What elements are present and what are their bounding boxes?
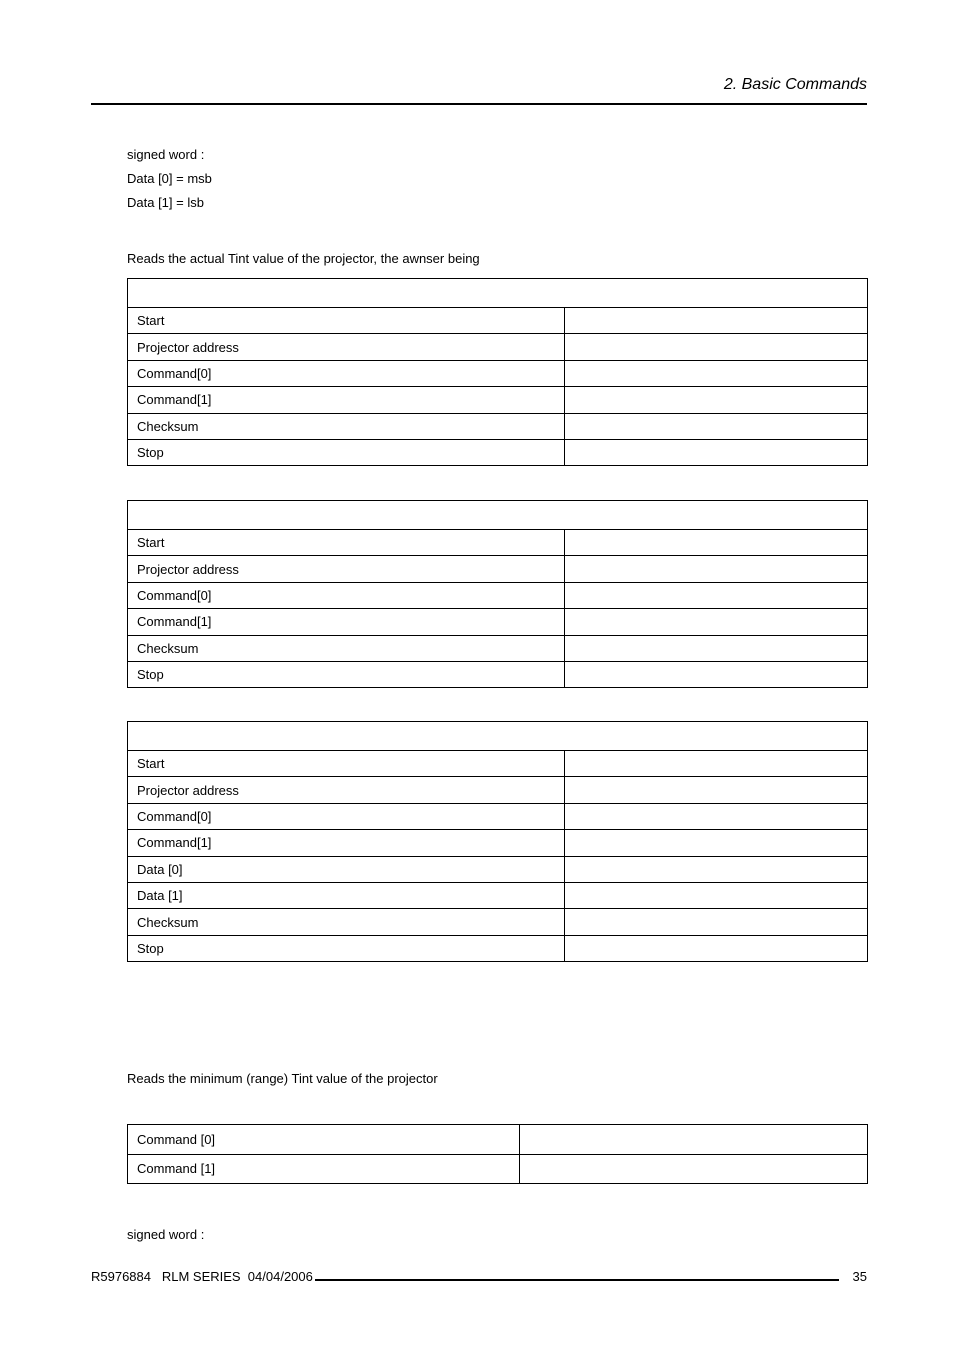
field-label: Command [1] <box>128 1154 520 1184</box>
field-label: Checksum <box>128 413 565 439</box>
acknowledge-table <box>127 500 868 688</box>
table-row <box>128 635 868 661</box>
field-label: Stop <box>128 439 565 465</box>
field-label: Start <box>128 530 565 556</box>
field-label: Checksum <box>128 635 565 661</box>
header-rule <box>91 103 867 105</box>
footer-rule <box>315 1279 839 1281</box>
field-label: Stop <box>128 661 565 687</box>
table-row <box>128 751 868 777</box>
field-label: Command[1] <box>128 387 565 413</box>
field-label: Start <box>128 308 565 334</box>
field-label: Data [1] <box>128 882 565 908</box>
field-value <box>565 439 868 465</box>
field-value <box>520 1125 868 1155</box>
table-row <box>128 360 868 386</box>
table-row <box>128 609 868 635</box>
field-value <box>565 856 868 882</box>
field-label: Command[0] <box>128 360 565 386</box>
field-label: Command[0] <box>128 803 565 829</box>
field-value <box>565 530 868 556</box>
field-label: Command[0] <box>128 582 565 608</box>
table-row <box>128 856 868 882</box>
table-row <box>128 334 868 360</box>
page-number: 35 <box>852 1269 867 1284</box>
answer-table <box>127 721 868 962</box>
field-label: Projector address <box>128 777 565 803</box>
table-row <box>128 556 868 582</box>
field-label: Projector address <box>128 556 565 582</box>
field-value <box>565 803 868 829</box>
table-row <box>128 1125 868 1155</box>
field-value <box>565 935 868 961</box>
table-row <box>128 777 868 803</box>
field-label: Command [0] <box>128 1125 520 1155</box>
table-header <box>128 279 868 308</box>
field-value <box>520 1154 868 1184</box>
table-header <box>128 722 868 751</box>
table-row <box>128 935 868 961</box>
table-row <box>128 530 868 556</box>
intro-line-2: Data [0] = msb <box>127 171 212 186</box>
paragraph-read-min-tint: Reads the minimum (range) Tint value of the projector <box>127 1071 438 1086</box>
table-header <box>128 501 868 530</box>
table-row <box>128 830 868 856</box>
field-label: Checksum <box>128 909 565 935</box>
table-row <box>128 387 868 413</box>
intro-line-3: Data [1] = lsb <box>127 195 204 210</box>
field-label: Data [0] <box>128 856 565 882</box>
field-value <box>565 387 868 413</box>
field-value <box>565 609 868 635</box>
field-value <box>565 830 868 856</box>
field-value <box>565 308 868 334</box>
table-row <box>128 308 868 334</box>
field-value <box>565 909 868 935</box>
field-value <box>565 360 868 386</box>
field-value <box>565 661 868 687</box>
table-row <box>128 1154 868 1184</box>
table-row <box>128 439 868 465</box>
field-label: Command[1] <box>128 609 565 635</box>
closing-line: signed word : <box>127 1227 205 1242</box>
field-value <box>565 582 868 608</box>
footer-doc-id: R5976884 RLM SERIES 04/04/2006 <box>91 1269 313 1284</box>
paragraph-read-tint: Reads the actual Tint value of the projector, the awnser being <box>127 251 480 266</box>
field-value <box>565 751 868 777</box>
field-value <box>565 334 868 360</box>
send-command-table <box>127 278 868 466</box>
field-value <box>565 882 868 908</box>
field-label: Start <box>128 751 565 777</box>
section-title: 2. Basic Commands <box>723 76 867 93</box>
table-row <box>128 582 868 608</box>
intro-line-1: signed word : <box>127 147 205 162</box>
table-row <box>128 882 868 908</box>
table-row <box>128 803 868 829</box>
field-value <box>565 635 868 661</box>
table-row <box>128 661 868 687</box>
table-row <box>128 909 868 935</box>
field-value <box>565 413 868 439</box>
field-label: Stop <box>128 935 565 961</box>
table-row <box>128 413 868 439</box>
field-value <box>565 556 868 582</box>
field-label: Projector address <box>128 334 565 360</box>
command-table <box>127 1124 868 1184</box>
field-value <box>565 777 868 803</box>
field-label: Command[1] <box>128 830 565 856</box>
